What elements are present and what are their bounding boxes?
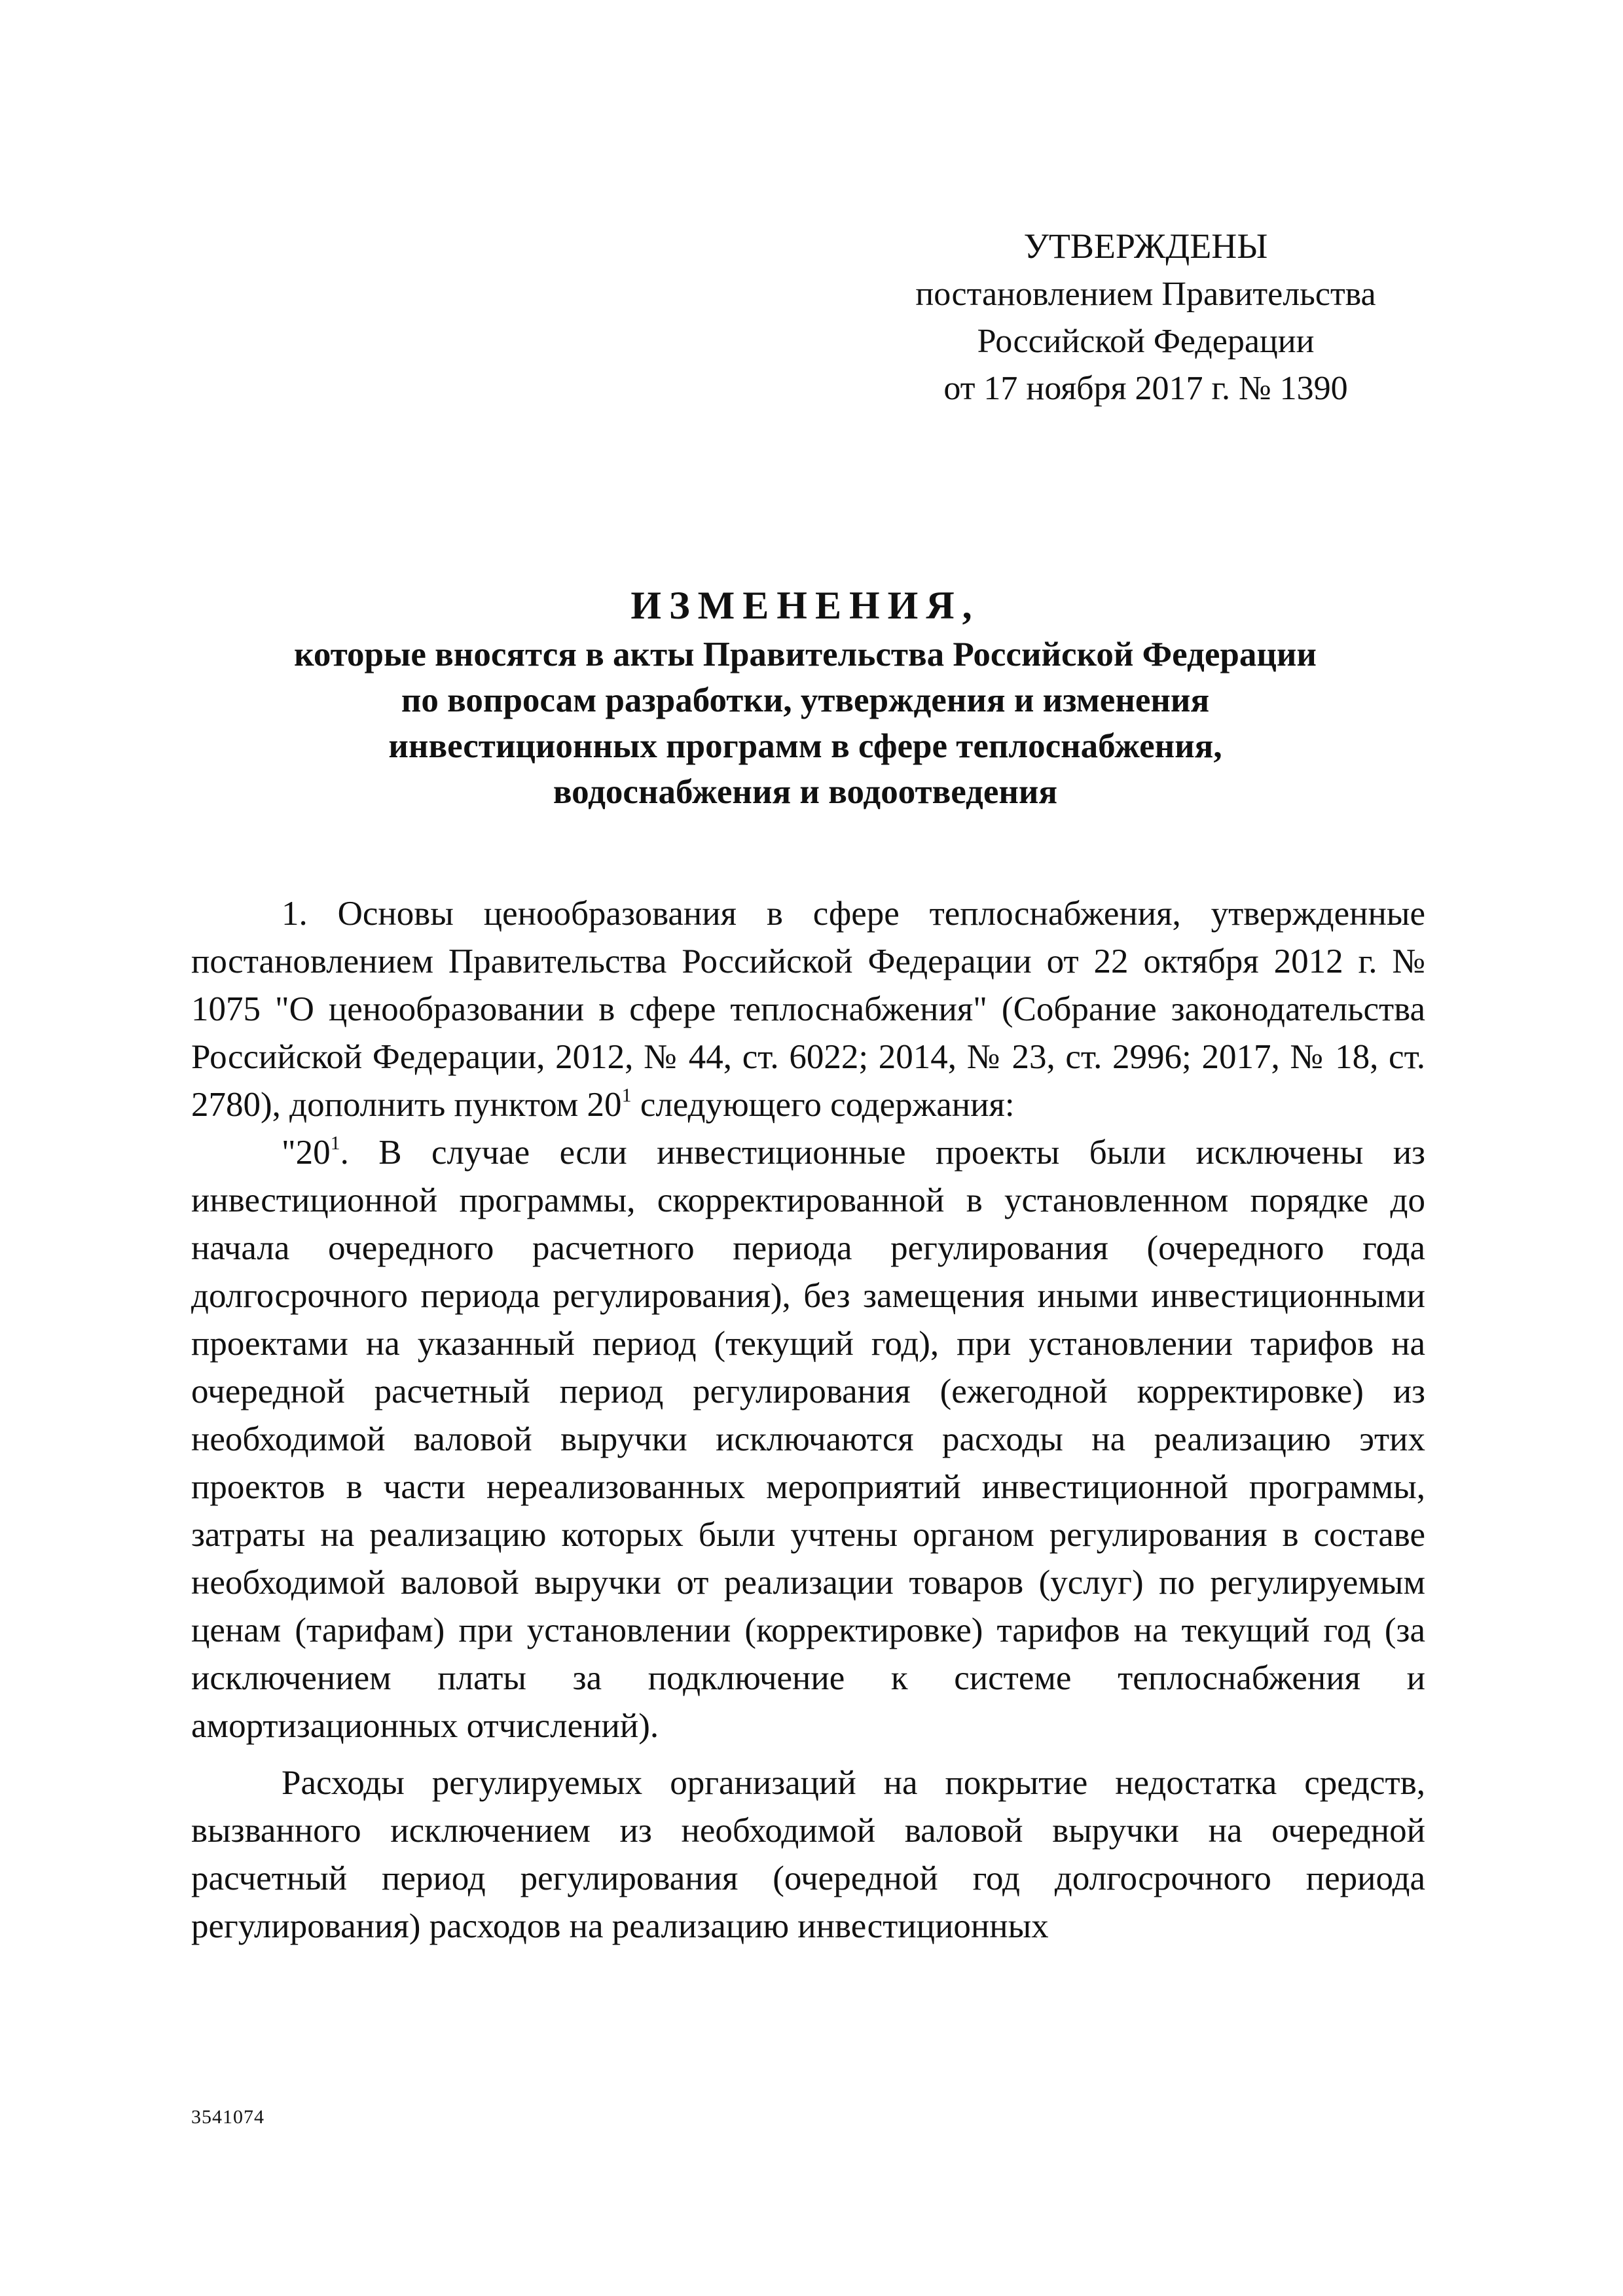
approval-line-1: постановлением Правительства	[915, 276, 1376, 313]
document-body	[191, 890, 1425, 1950]
subtitle-line-2: по вопросам разработки, утверждения и изменения	[401, 681, 1210, 719]
paragraph-1-superscript: 1	[621, 1085, 632, 1106]
paragraph-2-quote-start: "20	[282, 1134, 331, 1172]
approval-line-2: Российской Федерации	[977, 323, 1315, 360]
paragraph-3: Расходы регулируемых организаций на покрытие недостатка средств, вызванного исключением из необходимой валовой выручки на очередной расчетный период регулирования (очередной год долгосрочного периода регулирования) расходов на реализацию инвестиционных	[191, 1764, 1425, 1945]
document-code: 3541074	[191, 2106, 264, 2128]
document-title-block	[190, 579, 1421, 815]
document-title: ИЗМЕНЕНИЯ,	[630, 584, 980, 627]
approval-stamp	[851, 223, 1440, 412]
subtitle-line-4: водоснабжения и водоотведения	[553, 773, 1058, 811]
paragraph-1-text-end: следующего содержания:	[631, 1086, 1015, 1124]
paragraph-1	[191, 890, 1425, 1129]
approval-line-3: от 17 ноября 2017 г. № 1390	[943, 370, 1348, 407]
approval-heading: УТВЕРЖДЕНЫ	[1023, 226, 1268, 266]
paragraph-2-superscript: 1	[330, 1132, 340, 1154]
subtitle-line-1: которые вносятся в акты Правительства Российской Федерации	[294, 636, 1317, 673]
paragraph-2	[191, 1129, 1425, 1750]
paragraph-1-text: 1. Основы ценообразования в сфере теплоснабжения, утвержденные постановлением Правительства Российской Федерации от 22 октября 2012 г. № 1075 "О ценообразовании в сфере теплоснабжения" (Собрание законодательства Российской Федерации, 2012, № 44, ст. 6022; 2014, № 23, ст. 2996; 2017, № 18, ст. 2780), дополнить пунктом 20	[191, 895, 1425, 1124]
paragraph-2-text: . В случае если инвестиционные проекты были исключены из инвестиционной программы, скорректированной в установленном порядке до начала очередного расчетного периода регулирования (очередного года долгосрочного периода регулирования), без замещения иными инвестиционными проектами на указанный период (текущий год), при установлении тарифов на очередной расчетный период регулирования (ежегодной корректировке) из необходимой валовой выручки исключаются расходы на реализацию этих проектов в части нереализованных мероприятий инвестиционной программы, затраты на реализацию которых были учтены органом регулирования в составе необходимой валовой выручки от реализации товаров (услуг) по регулируемым ценам (тарифам) при установлении (корректировке) тарифов на текущий год (за исключением платы за подключение к системе теплоснабжения и амортизационных отчислений).	[191, 1134, 1425, 1745]
subtitle-line-3: инвестиционных программ в сфере теплоснабжения,	[388, 727, 1222, 765]
